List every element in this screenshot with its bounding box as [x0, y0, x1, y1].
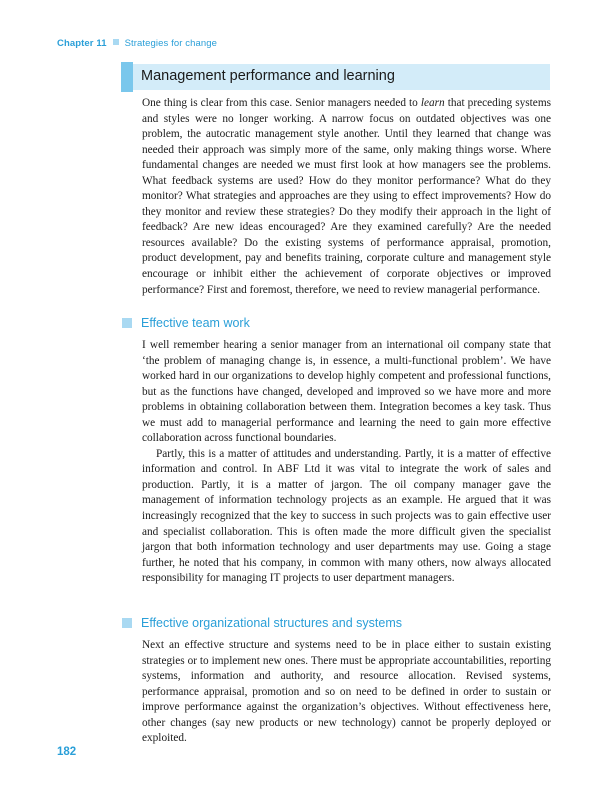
subheading-team-work — [122, 314, 250, 332]
intro-section-body — [142, 96, 551, 298]
intro-paragraph: One thing is clear from this case. Senior managers needed to learn that preceding systems and styles were no longer working. A narrow focus on outdated objectives was one problem, the autocratic management style another. Until they learned that change was needed their approach was simply more of the same, only making things worse. Where fundamental changes are needed we must first look at how managers see the problems. What feedback systems are used? How do they monitor performance? What do they monitor? What strategies and approaches are they using to effect improvements? How do they monitor and review these strategies? Do they modify their approach in the light of feedback? Are new ideas encouraged? Are they examined carefully? Are the needed resources available? Do the existing systems of performance appraisal, promotion, product development, pay and benefits training, corporate culture and management style encourage or inhibit either the achievement of corporate objectives or improved performance? First and foremost, therefore, we need to review managerial performance. — [142, 97, 551, 296]
section-title: Management performance and learning — [141, 68, 395, 84]
running-head — [57, 38, 217, 49]
team-work-paragraph-1: I well remember hearing a senior manager from an international oil company state that ‘the problem of managing change is, in essence, a multi-functional problem’. We have worked hard in our organizations to develop highly competent and professional functions, but as the functions have changed, developed and improved so we have more and more problems in obtaining collaboration between them. Integration becomes a key task. Thus we must add to managerial performance and learning the need to gain more effective collaboration across functional boundaries. — [142, 339, 551, 445]
chapter-label: Chapter 11 — [57, 38, 107, 49]
subheading-title: Effective organizational structures and systems — [141, 616, 403, 630]
team-work-body — [142, 338, 551, 587]
structures-paragraph-1: Next an effective structure and systems need to be in place either to sustain existing strategies or to implement new ones. There must be appropriate accountabilities, reporting systems, information and authority, and resource allocation. Revised systems, performance appraisal, promotion and so on need to be defined in order to sustain or improve performance against the organization’s objectives. Without effectiveness here, other changes (say new products or new technology) cannot be properly deployed or exploited. — [142, 639, 551, 745]
section-heading-bar — [121, 64, 550, 90]
square-bullet-icon — [122, 618, 132, 628]
team-work-paragraph-2: Partly, this is a matter of attitudes and understanding. Partly, it is a matter of effective information and control. In ABF Ltd it was vital to integrate the work of sales and production. Partly, it is a matter of jargon. The oil company manager gave the management of information technology projects as an example. He argued that it was increasingly recognized that the key to success in such projects was to gain effective user and specialist collaboration. This is often made the more difficult given the specialist jargon that both information technology and user departments may use. Going a stage further, he noted that his company, in common with many others, now always allocated responsibility for managing IT projects to user department managers. — [142, 447, 551, 585]
emphasis-learn: learn — [420, 97, 445, 109]
square-bullet-icon — [122, 318, 132, 328]
structures-body — [142, 638, 551, 747]
subheading-structures — [122, 614, 402, 632]
page-number: 182 — [57, 746, 77, 758]
chapter-title: Strategies for change — [124, 38, 217, 49]
subheading-title: Effective team work — [141, 316, 250, 330]
heading-accent-bar — [121, 62, 133, 92]
square-bullet-icon — [113, 39, 119, 45]
